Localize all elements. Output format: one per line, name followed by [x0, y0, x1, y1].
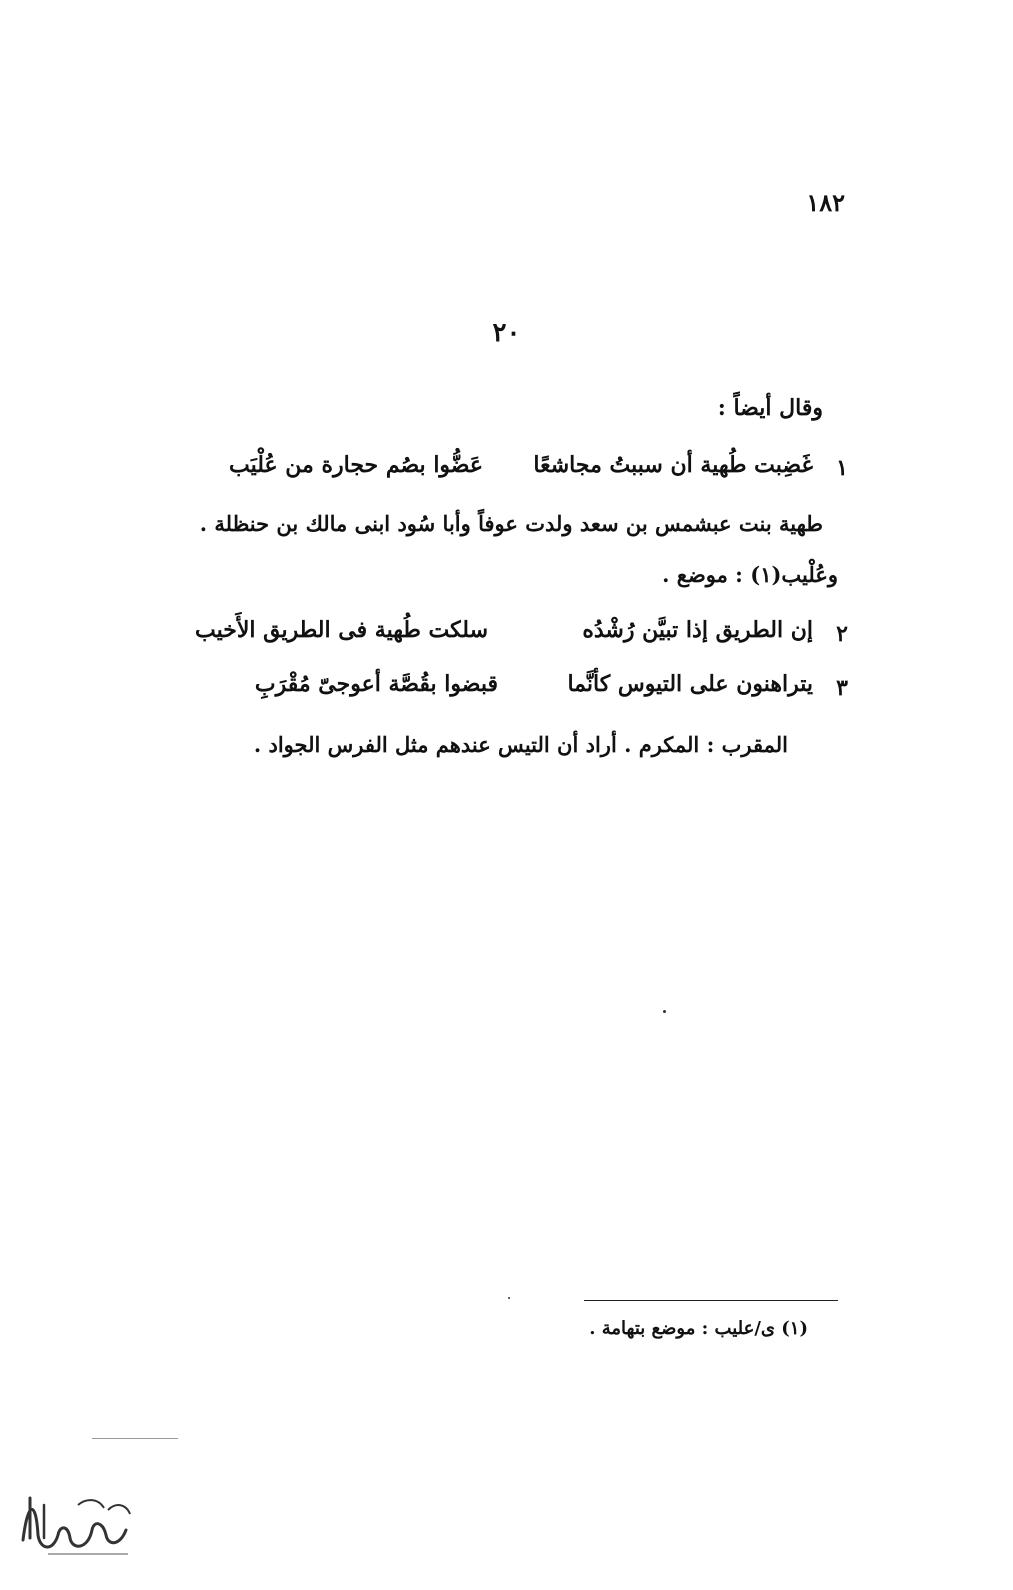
- bottom-divider: [92, 1438, 178, 1439]
- calligraphy-stamp: [8, 1480, 143, 1560]
- footnote: (١) ى/عليب : موضع بتهامة .: [589, 1318, 808, 1339]
- scan-speck: [508, 1297, 510, 1299]
- verse-number: ١: [836, 455, 848, 481]
- verse-second-hemistich: قبضوا بقُصَّة أعوجىّ مُقْرَبِ: [254, 671, 498, 697]
- verse-first-hemistich: يتراهنون على التيوس كأنَّما: [567, 671, 813, 697]
- poem-number: ٢٠: [492, 318, 521, 348]
- verse-first-hemistich: غَضِبت طُهية أن سببتُ مجاشعًا: [533, 452, 813, 478]
- commentary-line: طهية بنت عبشمس بن سعد ولدت عوفاً وأبا سُود ابنى مالك بن حنظلة .: [199, 511, 823, 536]
- commentary-line: وعُلْيب(١) : موضع .: [662, 562, 838, 587]
- scan-speck: [663, 1010, 666, 1013]
- commentary-line: المقرب : المكرم . أراد أن التيس عندهم مثل الفرس الجواد .: [253, 732, 788, 757]
- verse-second-hemistich: عَضُّوا بصُم حجارة من عُلْيَب: [229, 452, 483, 478]
- verse-number: ٣: [836, 675, 848, 701]
- verse-second-hemistich: سلكت طُهية فى الطريق الأَخيب: [194, 617, 488, 643]
- verse-first-hemistich: إن الطريق إذا تبيَّن رُشْدُه: [582, 617, 813, 643]
- verse-number: ٢: [836, 621, 848, 647]
- page-number: ١٨٢: [806, 188, 845, 217]
- poem-intro: وقال أيضاً :: [717, 395, 823, 421]
- footnote-divider: [584, 1300, 838, 1301]
